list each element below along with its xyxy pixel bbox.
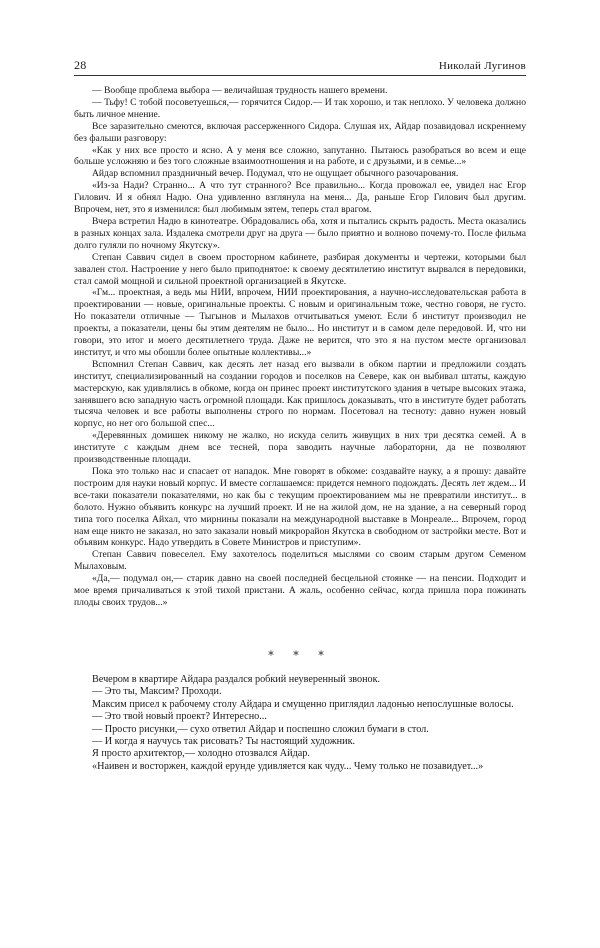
paragraph: Я просто архитектор,— холодно отозвался Айдар. [92,748,310,760]
paragraph: Айдар вспомнил праздничный вечер. Подумал, что не ощущает обычного разочарования. [92,168,459,180]
paragraph: Вспомнил Степан Саввич, как десять лет назад его вызвали в обком партии и предложили создать институт, специализированный на создании городов и поселков на Севере, как он выбивал штаты, каждую мастерскую, как удивлялись в обкоме, когда он принес проект институтского здания в четыре высоких этажа, занявшего всю западную часть огромной площади. Как пришлось доказывать, что в институте будет работать тысяча человек и все работы выполнены строго по нормам. Посетовал на тесноту: давно нужен новый корпус, но нет ого большой спес... [74,358,526,430]
paragraph: — Тьфу! С тобой посоветуешься,— горячится Сидор.— И так хорошо, и так неплохо. У человека должно быть личное мнение. [74,96,526,120]
paragraph: Вечером в квартире Айдара раздался робкий неуверенный звонок. [92,673,381,685]
paragraph: Вчера встретил Надю в кинотеатре. Обрадовались оба, хотя и пытались скрыть радость. Места оказались в разных концах зала. Издалека смотрели друг на друга — было приятно и волново почему-то. После фильма долго гуляли по ночному Якутску». [74,215,526,251]
paragraph: «Наивен и восторжен, каждой ерунде удивляется как чуду... Чему только не позавидует...» [92,760,484,772]
paragraph: — Это ты, Максим? Проходи. [92,686,222,698]
paragraph: «Гм... проектная, а ведь мы НИИ, впрочем, НИИ проектирования, а научно-исследовательская работа в проектировании — новые, оригинальные проекты. С новым и оригинальным тоже, честно говоря, не густо. Но показатели отличные — Тыгынов и Мылахов отчитываться умеют. Если б институт производил не проекты, а показатели, цены бы этим деятелям не было... Но институт и в самом деле передовой. И, что ни говори, это итог и моего десятилетнего труда. Даже не верится, что это я на пустом месте организовал институт, и что мы обошли более опытные коллективы...» [74,287,526,358]
running-head-author: Николай Лугинов [438,60,526,72]
text-section-2 [74,674,526,773]
paragraph: «Деревянных домишек никому не жалко, но искуда селить живущих в них три десятка семей. А в институте с каждым днем все тесней, пора заводить научные лабораторни, да не позволяют производственные площади. [74,430,526,466]
text-section-1 [74,85,526,609]
paragraph: — И когда я научусь так рисовать? Ты настоящий художник. [92,735,356,747]
paragraph: «Из-за Нади? Странно... А что тут странного? Все правильно... Когда провожал ее, увидел нас Егор Гилович. И я обнял Надю. Она удивленно взглянула на меня... Да, раньше Егор Гилович был другим. Впрочем, нет, это я изменился: был любимым зятем, теперь стал врагом. [74,180,526,216]
book-page [74,58,526,773]
paragraph: Степан Саввич повеселел. Ему захотелось поделиться мыслями со своим старым другом Семеном Мылаховым. [74,549,526,573]
paragraph: Максим присел к рабочему столу Айдара и смущенно приглядил ладонью непослушные волосы. [92,698,514,710]
section-separator: * * * [268,648,332,662]
paragraph: — Вообще проблема выбора — величайшая трудность нашего времени. [92,85,388,96]
paragraph: Степан Саввич сидел в своем просторном кабинете, разбирая документы и чертежи, которыми был завален стол. Настроение у него было приподнятое: к своему десятилетию институт вырвался в передовики, стал самой мощной и сильной проектной организацией в Якутске. [74,251,526,287]
paragraph: Все заразительно смеются, включая рассерженного Сидора. Слушая их, Айдар позавидовал искреннему без фальши разговору: [74,120,526,144]
paragraph: «Как у них все просто и ясно. А у меня все сложно, запутанно. Пытаюсь разобраться во всем и еще больше усложняю и без того сложные взаимоотношения и на работе, и с друзьями, и в семье...» [74,144,526,168]
paragraph: Пока это только нас и спасает от нападок. Мне говорят в обкоме: создавайте науку, а я прошу: давайте построим для науки новый корпус. И вместе соглашаемся: придется немного подождать. Десять лет ждем... И все-таки показатели показателями, но как бы с текущим проектированием мы не превратили институт... в болото. Нужно объявить конкурс на лучший проект. И не на жилой дом, не на здание, а на северный город типа того поселка Айхал, что мирнины показали на международной выставке в Монреале... Впрочем, город нам еще никто не заказал, но зато заказали новый микрорайон Якутска в свободном от застройки месте. Вот и объявим конкурс. Надо утвердить в Совете Министров и приступим». [74,466,526,549]
page-header [74,58,526,76]
paragraph: — Это твой новый проект? Интересно... [92,711,267,723]
page-number: 28 [74,58,87,72]
paragraph: — Просто рисунки,— сухо ответил Айдар и поспешно сложил бумаги в стол. [92,723,429,735]
paragraph: «Да,— подумал он,— старик давно на своей последней бесцельной стоянке — на пенсии. Подходит и мое время причаливаться к этой тихой пристани. А жаль, особенно сейчас, когда пришла пора пожинать плоды своих трудов...» [74,573,526,608]
